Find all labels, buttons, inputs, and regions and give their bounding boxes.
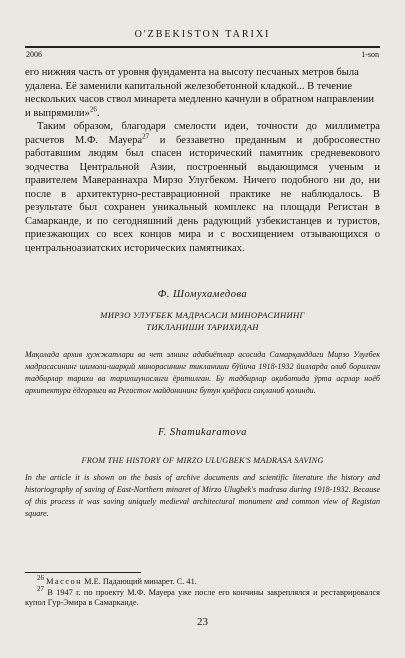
footnote-26-author: Массон <box>46 577 83 586</box>
page-number: 23 <box>197 616 208 628</box>
footnote-rule <box>25 572 141 573</box>
article-title-uz <box>40 309 365 333</box>
footnote-26-text: М.Е. Падающий минарет. С. 41. <box>82 577 197 586</box>
paragraph-1-end: . <box>96 107 100 119</box>
journal-title: O'ZBEKISTON TARIXI <box>134 29 271 40</box>
paragraph-2-text-a: Таким образом, благодаря смелости идеи, точности до миллиметра расчетов М.Ф. Мауера <box>25 121 380 146</box>
issue-number: 1-son <box>361 50 379 59</box>
article-title-en: FROM THE HISTORY OF MIRZO ULUGBEK'S MADRASA SAVING <box>81 456 324 465</box>
footnote-ref-26: 26 <box>89 104 97 113</box>
header-rule <box>25 46 380 48</box>
article-title-uz-line-1: МИРЗО УЛУҒБЕК МАДРАСАСИ МИНОРАСИНИНГ <box>100 310 305 320</box>
footnote-26 <box>25 574 380 588</box>
paragraph-1 <box>25 66 380 120</box>
footnote-27-text: В 1947 г. по проекту М.Ф. Мауера уже после его кончины закреплялся и реставрировался купол Гур-Эмира в Самарканде. <box>25 587 380 608</box>
paragraph-2-text-b: и беззаветно преданным и добросовестно работавшим людям был спасен исторический памятник средневекового зодчества Центральной Азии, построенный выдающимся ученым и правителем Мавераннахра Мирзо Улугбеком. Ничего подобного ни до, ни после в архитектурно-реставрационной практике не наблюдалось. В результате был сохранен уникальный комплекс на площади Регистан в Самарканде, и по сегодняшний день радующий узбекистанцев и туристов, приезжающих со всех концов мира и с восхищением отзывающихся о центральноазиатских исторических памятниках. <box>25 134 380 254</box>
paragraph-1-text: его нижняя часть от уровня фундамента на высоту песчаных метров была удалена. Её заменили капитальной железобетонной кладкой... В течение нескольких часов ствол минарета медленно качнули в обратном направлении и выпрямили» <box>25 67 375 119</box>
paragraph-2 <box>25 120 380 255</box>
footnote-27-number: 27 <box>37 584 44 593</box>
footnote-27 <box>25 584 380 609</box>
abstract-uz: Мақолада архив ҳужжатлари ва чет элнинг адабиётлар асосида Самарқанддаги Мирзо Улуғбек мадрасасининг шимоли-шарқий минорасининг тикланиши бўйича 1918-1932 йилларда олиб борилган тадбирлар тарихи ва тарихшунослиги ёритилган. Бу тадбирлар оқибатида ўрта асрлар ноёб архитектура ёдгорлиги ва Регистон майдонининг бутун қиёфаси сақланиб қолинди. <box>25 350 380 395</box>
article-body <box>25 66 380 255</box>
article-title-uz-line-2: ТИКЛАНИШИ ТАРИХИДАН <box>146 322 259 332</box>
footnote-ref-27: 27 <box>142 131 150 140</box>
issue-year: 2006 <box>26 50 42 59</box>
abstract-en: In the article it is shown on the basis of archive documents and scientific literature the history and historiography of saving of East-Northern minaret of Mirzo Ulugbek's madrasa during 1918-1932. Because of this process it was saving uniquely medieval architectural monument and common view of Registan square. <box>25 473 380 518</box>
author-ru: Ф. Шомухамедова <box>157 289 248 300</box>
footnote-26-number: 26 <box>37 574 44 583</box>
author-en: F. Shamukaramova <box>158 427 247 438</box>
footnotes <box>25 574 380 609</box>
